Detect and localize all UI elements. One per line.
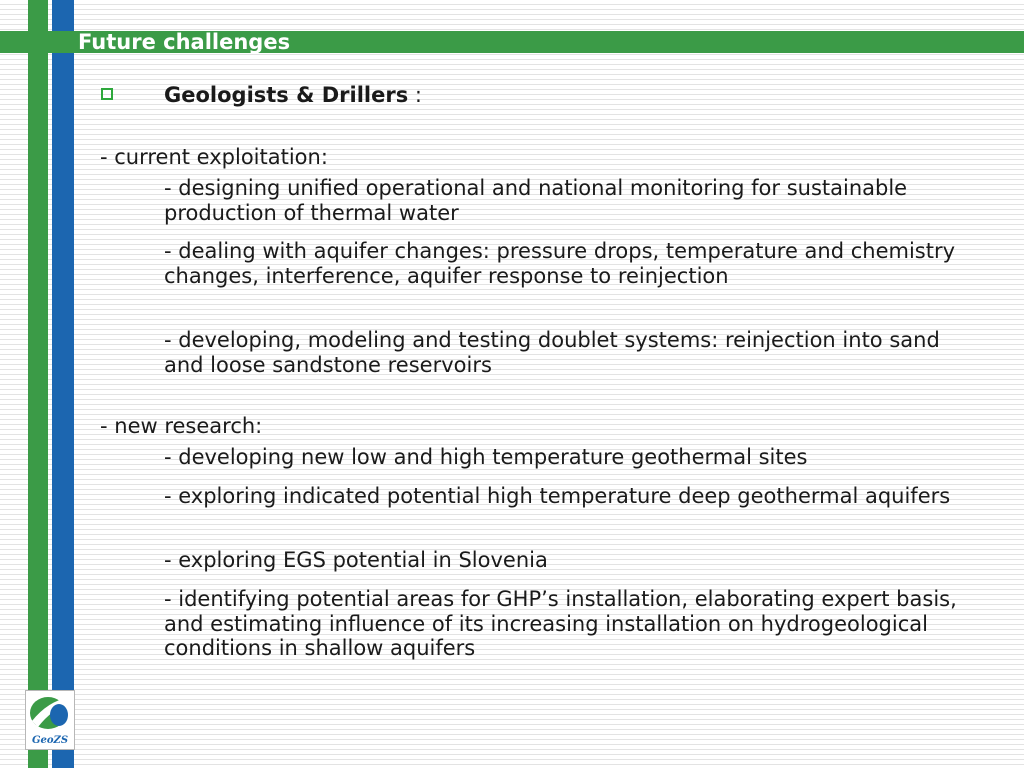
- list-item: - dealing with aquifer changes: pressure drops, temperature and chemistry changes, interference, aquifer response to reinjection: [164, 239, 956, 288]
- slide-title: Future challenges: [78, 30, 291, 54]
- logo-text: GeoZS: [31, 735, 69, 746]
- section-label-new-research: - new research:: [100, 414, 263, 438]
- left-blue-stripe: [52, 0, 74, 768]
- list-item: - designing unified operational and national monitoring for sustainable production of thermal water: [164, 176, 908, 225]
- logo-graphic: [26, 691, 74, 735]
- section-label-current-exploitation: - current exploitation:: [100, 145, 328, 169]
- list-item: - identifying potential areas for GHP’s installation, elaborating expert basis, and estimating influence of its increasing installation on hydrogeological conditions in shallow aquifers: [164, 587, 957, 660]
- square-bullet-icon: [101, 88, 113, 100]
- heading-suffix: :: [408, 83, 422, 107]
- list-item: - developing new low and high temperature geothermal sites: [164, 445, 808, 469]
- list-item: - exploring indicated potential high temperature deep geothermal aquifers: [164, 484, 951, 508]
- section-heading: [164, 82, 422, 108]
- list-item: - developing, modeling and testing doublet systems: reinjection into sand and loose sandstone reservoirs: [164, 328, 940, 377]
- geozs-logo-icon: [25, 690, 75, 750]
- heading-bold-text: Geologists & Drillers: [164, 83, 409, 107]
- list-item: - exploring EGS potential in Slovenia: [164, 548, 548, 572]
- left-green-stripe: [28, 0, 48, 768]
